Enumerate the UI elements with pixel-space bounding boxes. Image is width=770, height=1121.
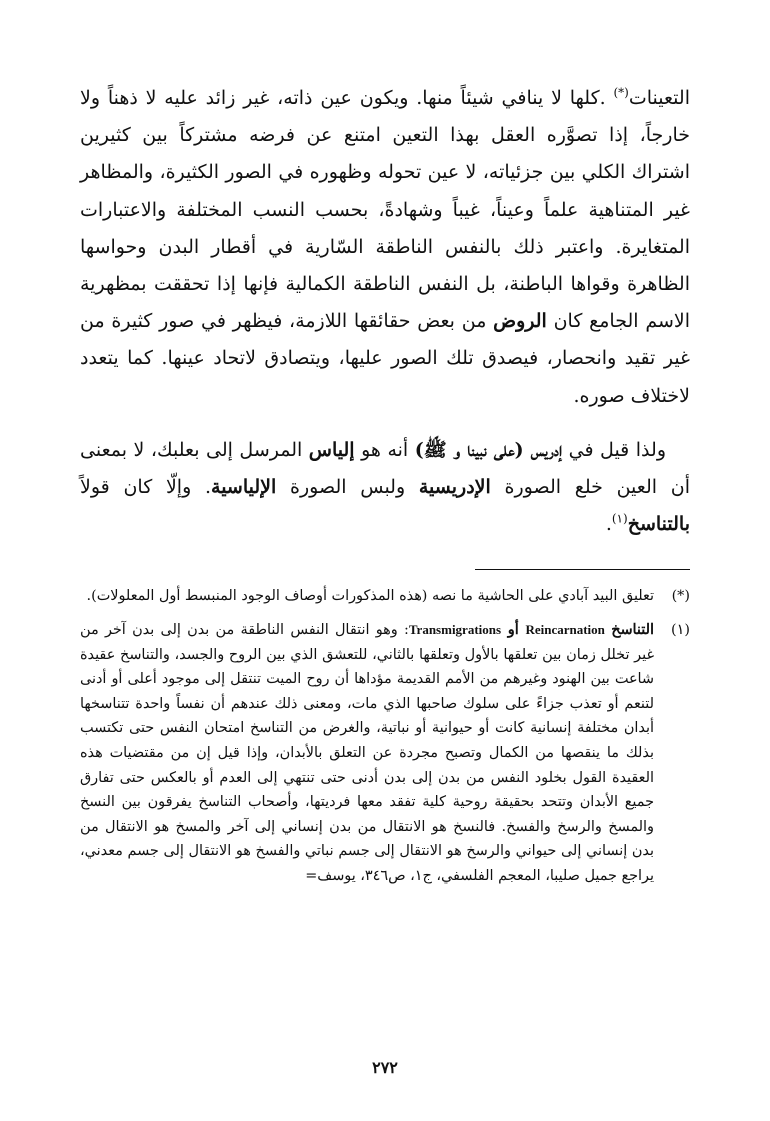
footnote: [80, 584, 690, 609]
book-page: [80, 80, 690, 889]
bold-term: الإدريسية: [418, 476, 491, 499]
page-number: ٢٧٢: [372, 1058, 398, 1077]
bold-term: بالتناسخ: [627, 513, 690, 536]
footnote-separator: [475, 569, 690, 570]
bold-term: إلياس: [308, 438, 355, 461]
text-run: أو: [501, 621, 526, 639]
footnote-ref[interactable]: (*): [613, 85, 629, 100]
footnote-mark: (١): [671, 622, 690, 639]
text-run: ولبس الصورة: [276, 476, 419, 499]
text-run: .كلها لا ينافي شيئاً منها. ويكون عين ذاته، غير زائد عليه لا ذهناً ولا خارجاً، إذا تصوَّره العقل بهذا التعين امتنع عن فرضه مشتركاً بين كثيرين اشتراك الكلي بين جزئياته، لا عين تحوله وظهوره في الصور الكثيرة، والمظاهر غير المتناهية علماً وعيناً، غيباً وشهادةً، بحسب النسب المختلفة والاعتبارات المتغايرة. واعتبر ذلك بالنفس الناطقة السّارية في أقطار البدن وحواسها الظاهرة وقواها الباطنة، بل النفس الناطقة الكمالية فإنها إذا تحققت بمظهرية الاسم الجامع كان: [80, 87, 690, 333]
bold-term: الروض: [493, 310, 547, 333]
text-run: . وإلّا كان قولاً: [80, 476, 212, 499]
footnote: [80, 618, 690, 889]
text-run: التعينات: [628, 87, 690, 109]
footnote-text: [80, 618, 654, 889]
footnote-term: التناسخ: [611, 621, 655, 639]
latin-term: Transmigrations: [408, 622, 502, 638]
text-run: ولذا قيل في: [562, 438, 666, 461]
text-run: : وهو انتقال النفس الناطقة من بدن إلى بدن آخر من غير تخلل زمان بين تعلقها بالأول وتعلقها بالثاني، للتعشق الذي بين الروح والجسد، والتناسخ عقيدة شاعت بين الهنود وغيرهم من الأمم القديمة مؤداها أن روح الميت تنتقل إلى موجود أعلى أو أدنى لتنعم أو تعذب جزاءً على سلوك صاحبها الذي مات، ومعنى ذلك عندهم أن نفساً واحدة تتناسخها أبدان مختلفة إنسانية كانت أو حيوانية أو نباتية، والغرض من التناسخ امتحان النفس حتى تكتسب بذلك ما ينقصها من الكمال وتصبح مجردة عن التعلق بالأبدان، وإذا قيل إن من مقتضيات هذه العقيدة القول بخلود النفس من بدن إلى بدن أدنى حتى تنتهي إلى العدم أو بالعكس حتى تفارق جميع الأبدان وتتحد بحقيقة روحية كلية تفقد معها فرديتها، وأصحاب التناسخ يفرقون بين النسخ والمسخ والرسخ والفسخ. فالنسخ هو الانتقال من بدن إنساني إلى آخر والمسخ هو الانتقال من بدن إنساني إلى حيواني والرسخ هو الانتقال إلى جسم نباتي والفسخ هو الانتقال إلى جسم معدني، يراجع جميل صليبا، المعجم الفلسفي، ج١، ص٣٤٦، يوسف=: [80, 622, 654, 884]
bold-term: الإلياسية: [211, 476, 277, 499]
footnote-text: تعليق البيد آبادي على الحاشية ما نصه (هذه المذكورات أوصاف الوجود المنبسط أول المعلولات).: [86, 588, 654, 605]
text-run: .: [605, 513, 612, 536]
text-run: أنه هو: [354, 438, 415, 461]
footnote-ref[interactable]: (١): [611, 511, 628, 526]
footnote-mark: (*): [671, 588, 690, 605]
paragraph-2: [80, 432, 690, 544]
text-run: المرسل إلى بعلبك، لا بمعنى أن العين خلع الصورة: [80, 438, 690, 499]
footnotes: [80, 584, 690, 888]
latin-term: Reincarnation: [525, 622, 605, 638]
paragraph-1: [80, 80, 690, 415]
text-run: من بعض حقائقها اللازمة، فيظهر في صور كثيرة من غير تقيد وانحصار، فيصدق تلك الصور عليها، ويتصادق لاتحاد عينها. كما يتعدد لاختلاف صوره.: [80, 310, 690, 407]
bold-term: إدريس (على نبينا و ﷺ): [414, 438, 563, 461]
main-text: [80, 80, 690, 543]
